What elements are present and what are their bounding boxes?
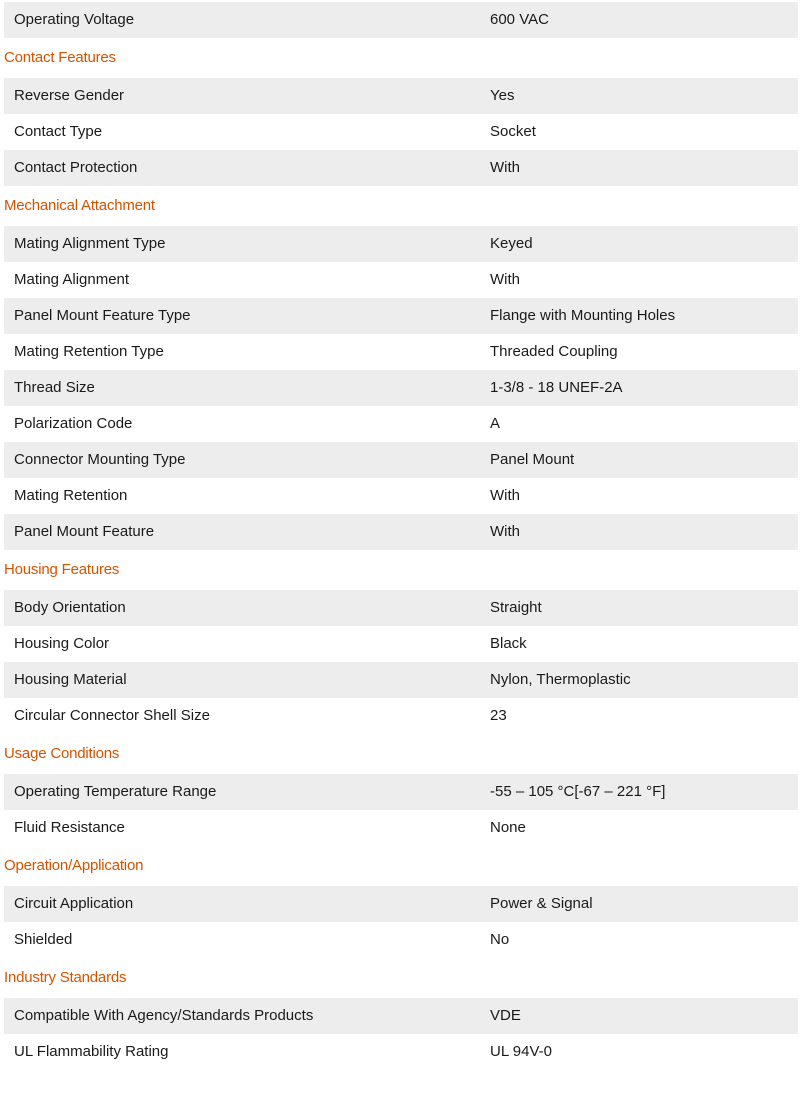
spec-row-circuit-application xyxy=(4,886,798,922)
spec-row-contact-type xyxy=(4,114,798,150)
section-heading-mechanical-attachment: Mechanical Attachment xyxy=(4,197,155,214)
spec-label: Circular Connector Shell Size xyxy=(14,707,210,724)
spec-row-housing-material xyxy=(4,662,798,698)
spec-value: With xyxy=(490,271,520,288)
spec-value: 1-3/8 - 18 UNEF-2A xyxy=(490,379,623,396)
spec-row-reverse-gender xyxy=(4,78,798,114)
spec-row-panel-mount-feature xyxy=(4,514,798,550)
spec-value: None xyxy=(490,819,526,836)
spec-value: Straight xyxy=(490,599,542,616)
spec-label: UL Flammability Rating xyxy=(14,1043,169,1060)
spec-label: Fluid Resistance xyxy=(14,819,125,836)
spec-label: Housing Color xyxy=(14,635,110,652)
spec-label: Mating Alignment xyxy=(14,271,130,288)
spec-value: Flange with Mounting Holes xyxy=(490,307,676,324)
spec-label: Panel Mount Feature xyxy=(14,523,155,540)
spec-label: Compatible With Agency/Standards Products xyxy=(14,1007,314,1024)
spec-label: Mating Retention Type xyxy=(14,343,164,360)
section-heading-contact-features: Contact Features xyxy=(4,49,116,66)
spec-row-shielded xyxy=(4,922,798,958)
section-heading-housing-features: Housing Features xyxy=(4,561,120,578)
spec-value: Nylon, Thermoplastic xyxy=(490,671,631,688)
spec-row-body-orientation xyxy=(4,590,798,626)
spec-label: Contact Type xyxy=(14,123,103,140)
spec-label: Shielded xyxy=(14,931,73,948)
spec-row-mating-alignment xyxy=(4,262,798,298)
spec-value: With xyxy=(490,487,520,504)
spec-value: Panel Mount xyxy=(490,451,575,468)
section-heading-usage-conditions: Usage Conditions xyxy=(4,745,120,762)
spec-row-mating-alignment-type xyxy=(4,226,798,262)
spec-label: Operating Temperature Range xyxy=(14,783,217,800)
spec-value: With xyxy=(490,523,520,540)
spec-row-panel-mount-feature-type xyxy=(4,298,798,334)
section-heading-industry-standards: Industry Standards xyxy=(4,969,127,986)
spec-value: Yes xyxy=(490,87,515,104)
spec-value: Keyed xyxy=(490,235,533,252)
spec-row-fluid-resistance xyxy=(4,810,798,846)
spec-value: 23 xyxy=(490,707,507,724)
spec-value: A xyxy=(490,415,501,432)
spec-value: Power & Signal xyxy=(490,895,593,912)
spec-row-housing-color xyxy=(4,626,798,662)
spec-label: Reverse Gender xyxy=(14,87,125,104)
spec-value: With xyxy=(490,159,520,176)
spec-row-mating-retention-type xyxy=(4,334,798,370)
spec-row-operating-temperature-range xyxy=(4,774,798,810)
spec-label: Contact Protection xyxy=(14,159,138,176)
spec-label: Body Orientation xyxy=(14,599,126,616)
spec-value: VDE xyxy=(490,1007,521,1024)
spec-value: 600 VAC xyxy=(490,11,549,28)
spec-value: -55 – 105 °C[-67 – 221 °F] xyxy=(490,783,666,800)
section-heading-operation-application: Operation/Application xyxy=(4,857,144,874)
spec-row-contact-protection xyxy=(4,150,798,186)
spec-row-connector-mounting-type xyxy=(4,442,798,478)
spec-row-mating-retention xyxy=(4,478,798,514)
spec-label: Circuit Application xyxy=(14,895,134,912)
spec-label: Panel Mount Feature Type xyxy=(14,307,191,324)
spec-value: No xyxy=(490,931,510,948)
spec-row-ul-flammability-rating xyxy=(4,1034,798,1070)
spec-label: Connector Mounting Type xyxy=(14,451,186,468)
spec-value: Black xyxy=(490,635,527,652)
spec-row-operating-voltage xyxy=(4,2,798,38)
spec-label: Thread Size xyxy=(14,379,95,396)
spec-value: Socket xyxy=(490,123,536,140)
spec-value: UL 94V-0 xyxy=(490,1043,552,1060)
spec-label: Operating Voltage xyxy=(14,11,135,28)
spec-row-thread-size xyxy=(4,370,798,406)
spec-row-circular-connector-shell-size xyxy=(4,698,798,734)
spec-label: Housing Material xyxy=(14,671,127,688)
spec-label: Mating Alignment Type xyxy=(14,235,166,252)
spec-row-polarization-code xyxy=(4,406,798,442)
spec-row-compatible-with-agency-standards-products xyxy=(4,998,798,1034)
spec-label: Mating Retention xyxy=(14,487,128,504)
spec-value: Threaded Coupling xyxy=(490,343,618,360)
spec-label: Polarization Code xyxy=(14,415,133,432)
